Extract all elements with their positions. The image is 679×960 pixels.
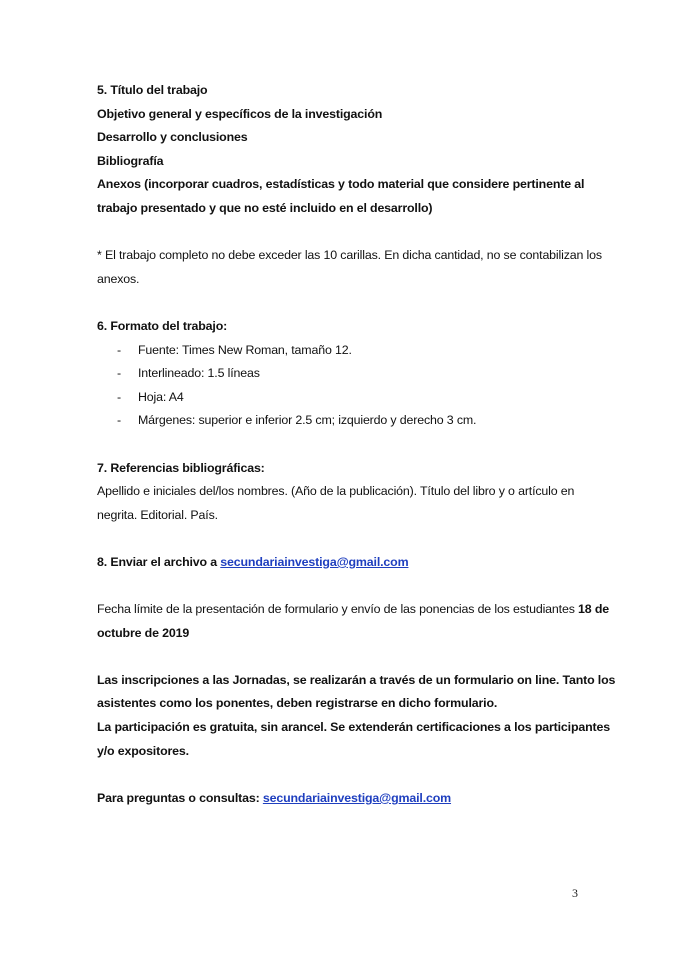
deadline-date-part1: 18 de (578, 602, 609, 617)
section5-anexos-line2: trabajo presentado y que no esté incluido en el desarrollo) (97, 200, 433, 215)
format-bullet-hoja (97, 386, 581, 410)
page-number: 3 (572, 886, 578, 900)
bullet-dash: - (117, 342, 121, 357)
section8-prefix: 8. Enviar el archivo a (97, 554, 221, 569)
format-bullet-margenes (97, 409, 581, 433)
participation-line2: y/o expositores. (97, 743, 189, 758)
format-bullet-text: Hoja: A4 (138, 389, 184, 404)
format-bullet-interlineado (97, 362, 581, 386)
deadline-line1 (97, 598, 609, 622)
bullet-dash: - (117, 366, 121, 381)
bullet-dash: - (117, 389, 121, 404)
inscripciones-line1: Las inscripciones a las Jornadas, se realizarán a través de un formulario on line. Tanto los (97, 672, 616, 687)
document-body (97, 79, 616, 810)
participation-line1: La participación es gratuita, sin arancel. Se extenderán certificaciones a los participantes (97, 720, 611, 735)
length-note-line1: * El trabajo completo no debe exceder las 10 carillas. En dicha cantidad, no se contabilizan los (97, 248, 602, 263)
section5-item-objetivo: Objetivo general y específicos de la investigación (97, 106, 383, 121)
format-bullet-fuente (97, 339, 581, 363)
format-bullet-text: Fuente: Times New Roman, tamaño 12. (138, 342, 352, 357)
section8-title (97, 551, 581, 575)
references-line1: Apellido e iniciales del/los nombres. (Año de la publicación). Título del libro y o artículo en (97, 484, 575, 499)
section5-anexos-line1: Anexos (incorporar cuadros, estadísticas y todo material que considere pertinente al (97, 177, 585, 192)
length-note-line2: anexos. (97, 271, 140, 286)
bullet-dash: - (117, 413, 121, 428)
section6-title: 6. Formato del trabajo: (97, 318, 228, 333)
deadline-text: Fecha límite de la presentación de formulario y envío de las ponencias de los estudiantes (97, 602, 579, 617)
format-bullet-text: Interlineado: 1.5 líneas (138, 366, 260, 381)
inscripciones-line2: asistentes como los ponentes, deben registrarse en dicho formulario. (97, 696, 498, 711)
format-bullet-text: Márgenes: superior e inferior 2.5 cm; izquierdo y derecho 3 cm. (138, 413, 477, 428)
deadline-date-part2: octubre de 2019 (97, 625, 190, 640)
section7-title: 7. Referencias bibliográficas: (97, 460, 265, 475)
contact-label: Para preguntas o consultas: (97, 790, 263, 805)
contact-email-link[interactable]: secundariainvestiga@gmail.com (262, 790, 452, 805)
section5-title: 5. Título del trabajo (97, 83, 208, 97)
submission-email-link[interactable]: secundariainvestiga@gmail.com (220, 554, 409, 569)
references-line2: negrita. Editorial. País. (97, 507, 218, 522)
section5-item-desarrollo: Desarrollo y conclusiones (97, 130, 248, 145)
contact-line (97, 787, 581, 811)
section5-item-bibliografia: Bibliografía (97, 153, 164, 168)
